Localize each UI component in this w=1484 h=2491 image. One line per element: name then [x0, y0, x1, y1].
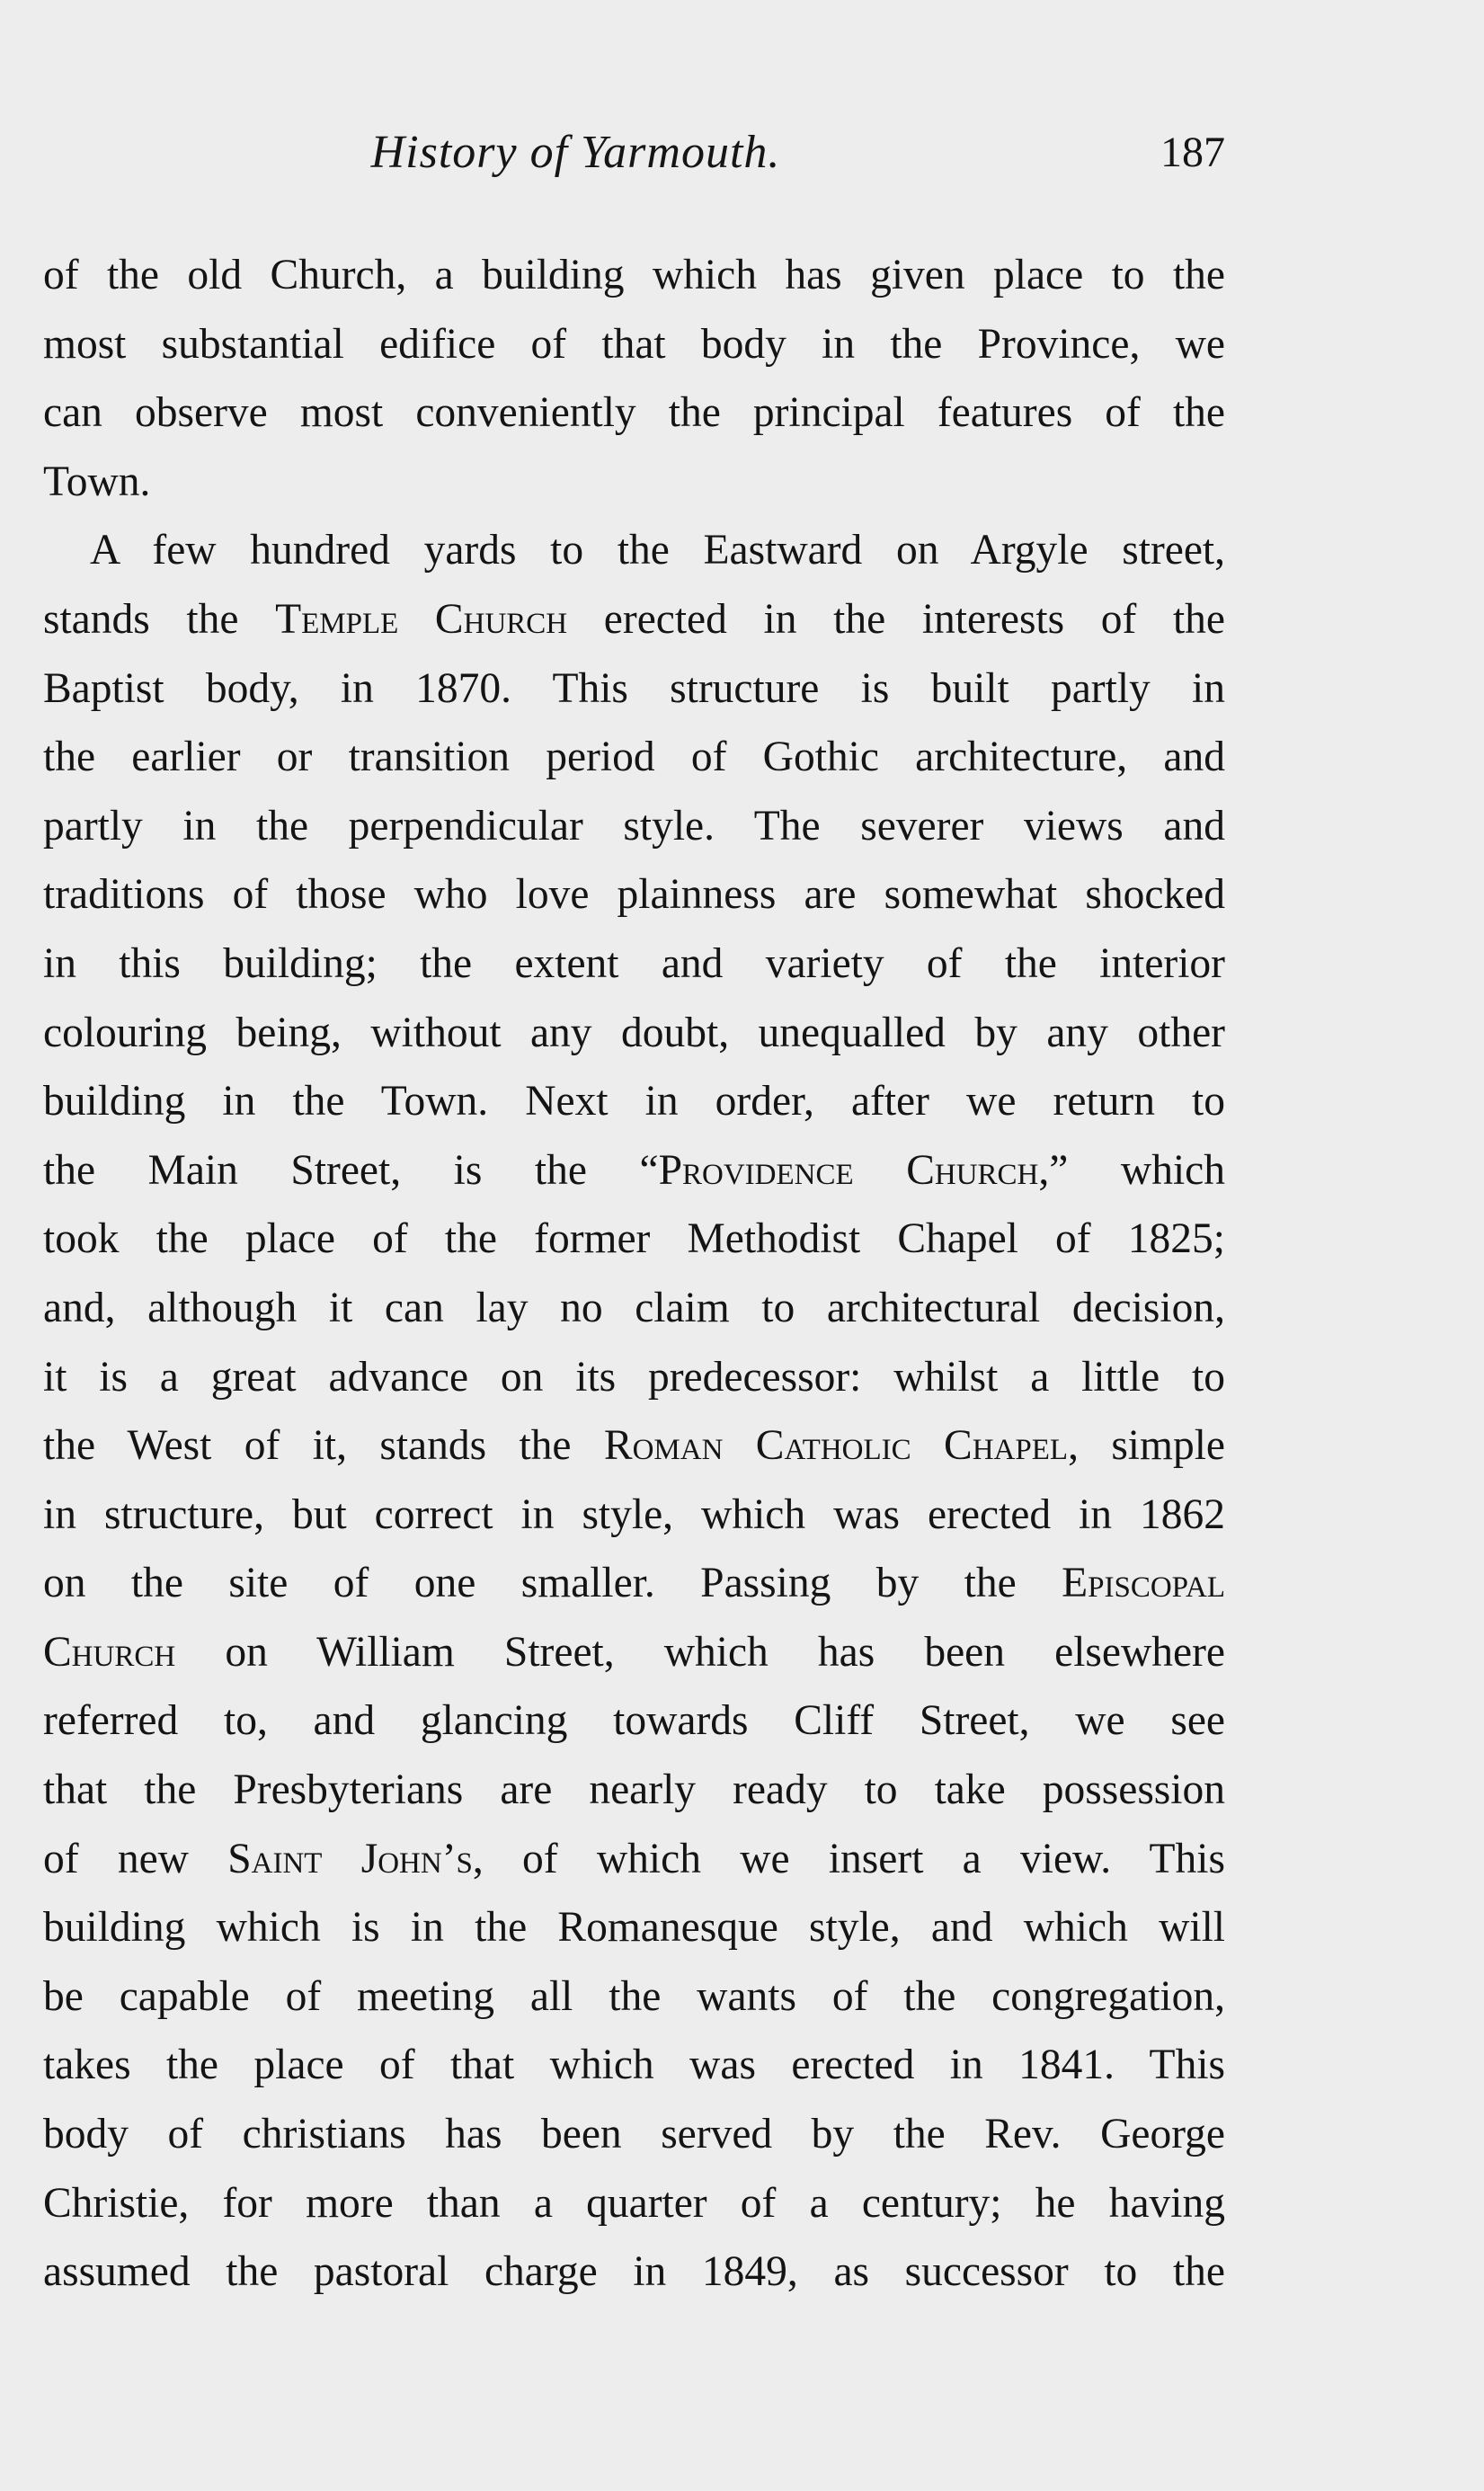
small-caps-name: Roman Catholic Chapel [603, 1422, 1069, 1470]
text-run: most substantial edifice of that body in the Province, we [43, 320, 1225, 368]
text-run: colouring being, without any doubt, unequalled by any other [43, 1009, 1225, 1056]
text-line [43, 999, 1225, 1068]
text-run: in structure, but correct in style, which was erected in 1862 [43, 1490, 1225, 1538]
text-run: , simple [1068, 1422, 1225, 1470]
text-line [43, 1756, 1225, 1825]
text-run: on the site of one smaller. Passing by the [43, 1560, 1062, 1607]
text-run: building which is in the Romanesque style, and which will [43, 1904, 1225, 1952]
small-caps-name: Providence Church [658, 1146, 1039, 1194]
text-line [43, 1205, 1225, 1274]
text-line [43, 860, 1225, 930]
text-run: ,” which [1038, 1146, 1225, 1194]
text-line [43, 1136, 1225, 1205]
text-run: can observe most conveniently the principal features of the [43, 389, 1225, 437]
text-line [43, 1067, 1225, 1136]
small-caps-name: Episcopal [1062, 1560, 1225, 1607]
text-run: took the place of the former Methodist Chapel of 1825; [43, 1215, 1225, 1263]
text-run: body of christians has been served by the Rev. George [43, 2111, 1225, 2158]
text-line [43, 2237, 1225, 2307]
page-number: 187 [1160, 129, 1225, 176]
text-run: in this building; the extent and variety of the interior [43, 939, 1225, 987]
running-title: History of Yarmouth. [370, 127, 781, 178]
text-line [43, 1274, 1225, 1343]
text-run: and, although it can lay no claim to architectural decision, [43, 1284, 1225, 1331]
text-line [43, 516, 1225, 585]
text-line [43, 1962, 1225, 2032]
text-run: traditions of those who love plainness are somewhat shocked [43, 871, 1225, 919]
text-line [43, 723, 1225, 792]
text-run: Baptist body, in 1870. This structure is built partly in [43, 664, 1225, 712]
text-run: of the old Church, a building which has given place to the [43, 252, 1225, 298]
text-line [43, 1618, 1225, 1687]
text-line [43, 930, 1225, 999]
paragraph [43, 241, 1225, 516]
text-run: that the Presbyterians are nearly ready to take possession [43, 1766, 1225, 1814]
text-line [43, 1686, 1225, 1756]
text-line [43, 2169, 1225, 2238]
text-run: it is a great advance on its predecessor: whilst a little to [43, 1353, 1225, 1401]
text-line [43, 241, 1225, 310]
text-line [43, 378, 1225, 448]
text-line [43, 1549, 1225, 1618]
text-run: be capable of meeting all the wants of the congregation, [43, 1972, 1225, 2020]
text-run: building in the Town. Next in order, after we return to [43, 1078, 1225, 1125]
text-run: erected in the interests of the [567, 595, 1225, 643]
text-line [43, 654, 1225, 724]
text-line [43, 2031, 1225, 2100]
text-run: , of which we insert a view. This [472, 1835, 1225, 1882]
text-line [43, 1343, 1225, 1412]
paragraph [43, 516, 1225, 2306]
text-run: takes the place of that which was erected in 1841. This [43, 2042, 1225, 2089]
text-line [43, 2100, 1225, 2169]
text-run: the Main Street, is the “ [43, 1146, 659, 1194]
text-run: Town. [43, 458, 151, 505]
text-line [43, 1825, 1225, 1894]
body-text [43, 241, 1225, 2307]
text-run: referred to, and glancing towards Cliff Street, we see [43, 1697, 1225, 1745]
text-run: on William Street, which has been elsewhere [175, 1628, 1225, 1676]
text-run: stands the [43, 595, 276, 643]
text-line [43, 448, 1225, 517]
text-line [43, 585, 1225, 654]
page-header [43, 126, 1225, 189]
small-caps-name: Church [43, 1628, 176, 1676]
text-run: the earlier or transition period of Gothic architecture, and [43, 734, 1225, 781]
text-line [43, 310, 1225, 379]
text-line [43, 1411, 1225, 1481]
text-run: Christie, for more than a quarter of a century; he having [43, 2179, 1225, 2227]
text-run: the West of it, stands the [43, 1422, 604, 1470]
text-run: partly in the perpendicular style. The severer views and [43, 802, 1225, 850]
small-caps-name: Saint John’s [227, 1835, 473, 1882]
text-line [43, 792, 1225, 861]
text-line [43, 1893, 1225, 1962]
small-caps-name: Temple Church [275, 595, 568, 643]
text-run: assumed the pastoral charge in 1849, as successor to the [43, 2248, 1225, 2296]
text-run: A few hundred yards to the Eastward on Argyle street, [90, 527, 1225, 574]
text-line [43, 1481, 1225, 1550]
text-run: of new [43, 1835, 228, 1882]
